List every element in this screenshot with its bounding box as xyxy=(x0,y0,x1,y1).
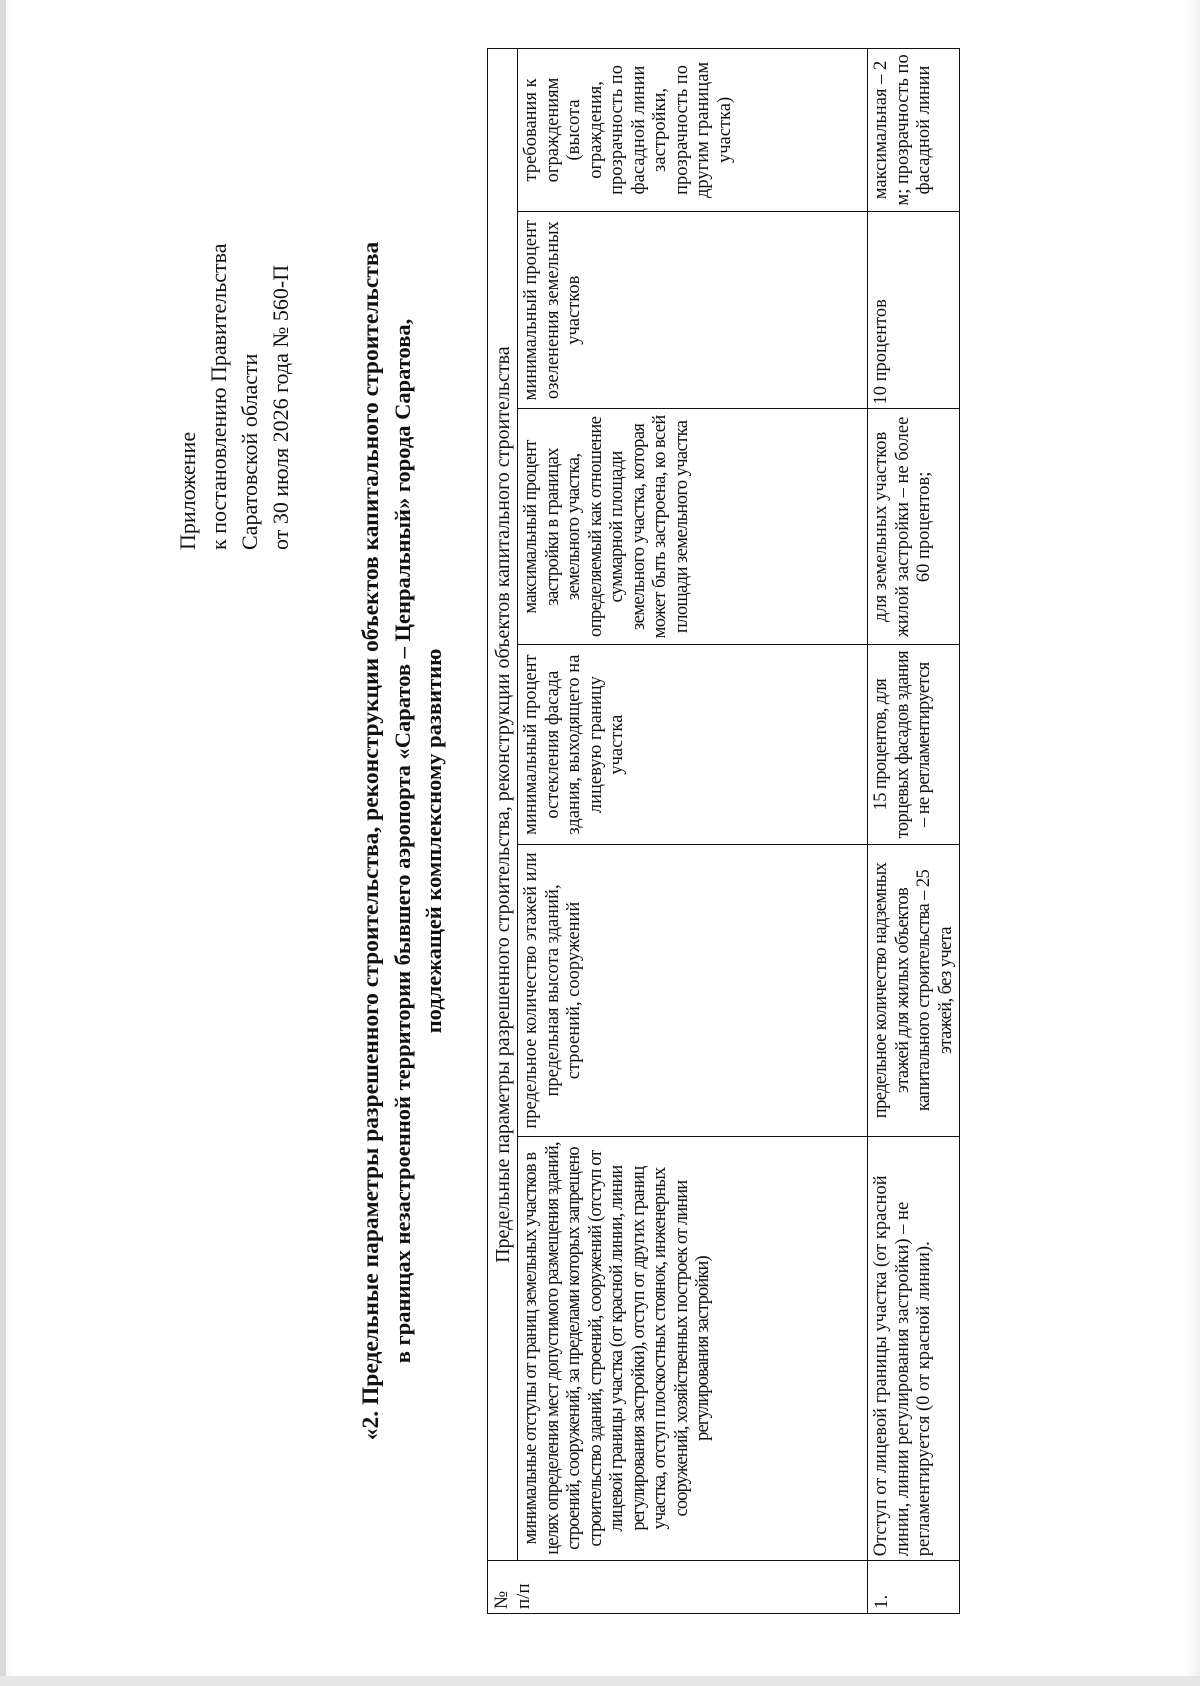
number-header-line: № xyxy=(491,1590,512,1609)
table-subheader-row xyxy=(518,49,868,1614)
cell-building-coverage: для земельных участков жилой застройки – не более 60 процентов; xyxy=(868,409,960,645)
column-header-fences: требования к ограждениям (высота ограждения, прозрачность по фасадной линии застройки, прозрачность по другим границам участка) xyxy=(518,49,868,212)
approval-line: к постановлению Правительства xyxy=(206,243,231,550)
column-header-setbacks: минимальные отступы от границ земельных участков в целях определения мест допустимого размещения зданий, строений, сооружений, за пределами которых запрещено строительство зданий, строений, сооружений (отступ от лицевой границы участка (от красной линии, линии регулирования застройки), отступ от других границ участка, отступ плоскостных стоянок, инженерных сооружений, хозяйственных построек от линии регулирования застройки) xyxy=(518,1136,868,1560)
document-title xyxy=(356,146,449,1536)
group-header: Предельные параметры разрешенного строительства, реконструкции объектов капитального строительства xyxy=(488,49,518,1561)
table-row xyxy=(868,49,960,1614)
cell-fences: максимальная – 2 м; прозрачность по фасадной линии xyxy=(868,49,960,212)
cell-glazing: 15 процентов, для торцевых фасадов здания – не регламентируется xyxy=(868,645,960,845)
approval-line: от 30 июля 2026 года № 560-П xyxy=(268,264,293,550)
title-line: в границах незастроенной территории бывшего аэропорта «Саратов – Ценральный» города Саратова, xyxy=(390,318,415,1364)
number-column-header xyxy=(488,1561,868,1614)
approval-line: Саратовской области xyxy=(237,353,262,550)
column-header-floors: предельное количество этажей или предельная высота зданий, строений, сооружений xyxy=(518,845,868,1137)
column-header-building-coverage: максимальный процент застройки в границах земельного участка, определяемый как отношение суммарной площади земельного участка, которая может быть застроена, ко всей площади земельного участка xyxy=(518,409,868,645)
cell-floors: предельное количество надземных этажей для жилых объектов капитального строительства – 25 этажей, без учета xyxy=(868,845,960,1137)
table-header-row xyxy=(488,49,518,1614)
cell-setbacks: Отступ от лицевой границы участка (от красной линии, линии регулирования застройки) – не регламентируется (0 от красной линии). xyxy=(868,1136,960,1560)
column-header-landscaping: минимальный процент озеленения земельных участков xyxy=(518,211,868,409)
number-header-line: п/п xyxy=(513,1583,534,1609)
cell-landscaping: 10 процентов xyxy=(868,211,960,409)
title-line: подлежащей комплексному развитию xyxy=(421,648,446,1034)
column-header-glazing: минимальный процент остекления фасада здания, выходящего на лицевую границу участка xyxy=(518,645,868,845)
approval-line: Приложение xyxy=(175,431,200,550)
parameters-table xyxy=(487,48,960,1614)
title-line: «2. Предельные параметры разрешенного строительства, реконструкции объектов капитального строительства xyxy=(358,241,384,1441)
row-number: 1. xyxy=(868,1561,960,1614)
approval-block xyxy=(172,90,296,550)
